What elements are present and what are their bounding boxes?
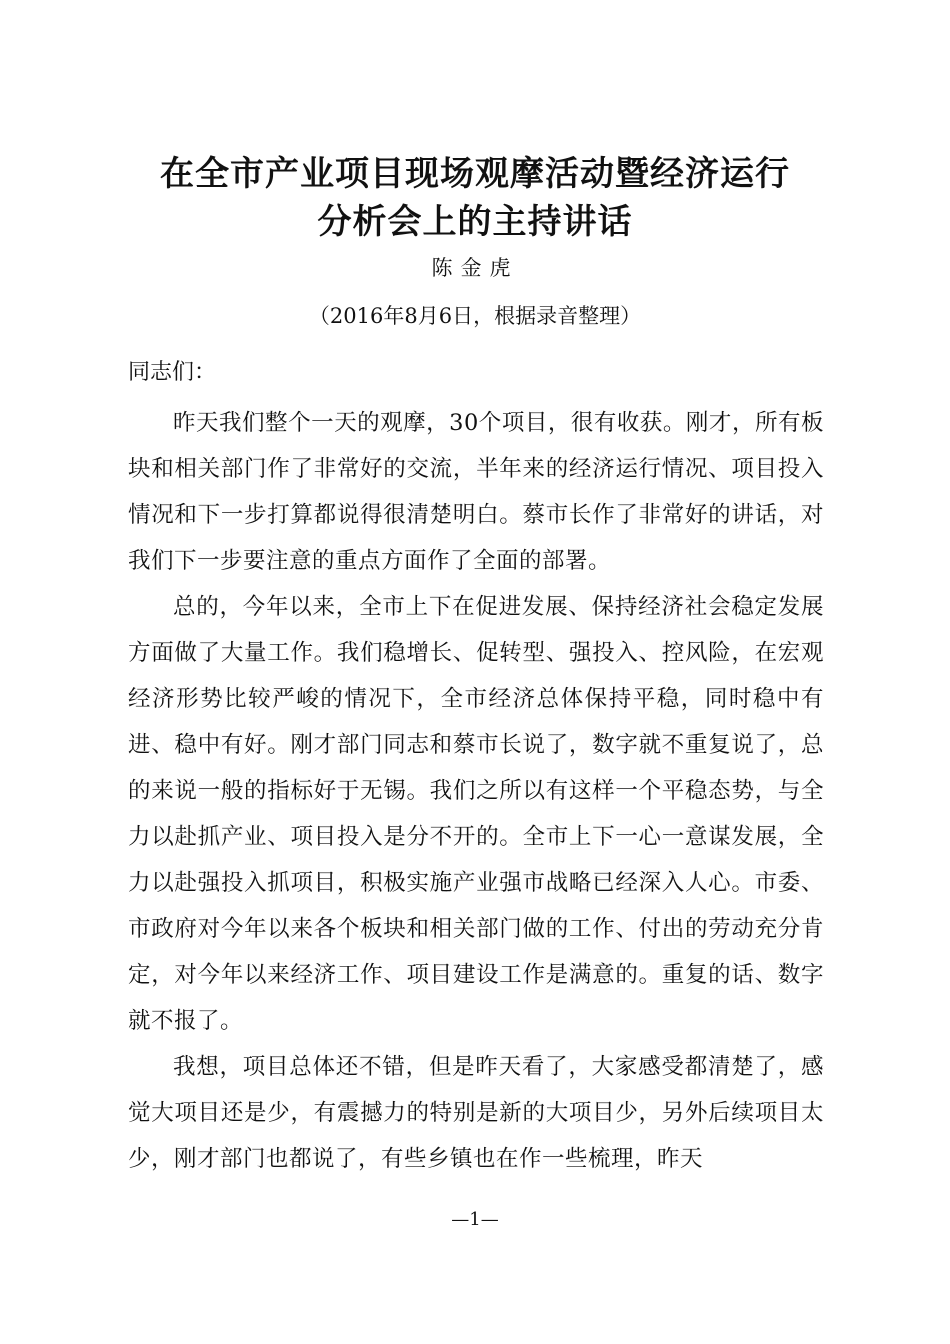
title-line-1: 在全市产业项目现场观摩活动暨经济运行 (160, 154, 790, 194)
page-number: —1— (451, 1209, 499, 1230)
paragraph-2: 总的，今年以来，全市上下在促进发展、保持经济社会稳定发展方面做了大量工作。我们稳增长、促转型、强投入、控风险，在宏观经济形势比较严峻的情况下，全市经济总体保持平稳，同时稳中有进、稳中有好。刚才部门同志和蔡市长说了，数字就不重复说了，总的来说一般的指标好于无锡。我们之所以有这样一个平稳态势，与全力以赴抓产业、项目投入是分不开的。全市上下一心一意谋发展，全力以赴强投入抓项目，积极实施产业强市战略已经深入人心。市委、市政府对今年以来各个板块和相关部门做的工作、付出的劳动充分肯定，对今年以来经济工作、项目建设工作是满意的。重复的话、数字就不报了。 (128, 594, 824, 1034)
paragraph-1: 昨天我们整个一天的观摩，30个项目，很有收获。刚才，所有板块和相关部门作了非常好的交流，半年来的经济运行情况、项目投入情况和下一步打算都说得很清楚明白。蔡市长作了非常好的讲话，对我们下一步要注意的重点方面作了全面的部署。 (128, 410, 824, 574)
salutation: 同志们： (128, 360, 217, 385)
document-title (80, 150, 870, 246)
author-name: 陈金虎 (431, 256, 519, 280)
paragraph-3: 我想，项目总体还不错，但是昨天看了，大家感受都清楚了，感觉大项目还是少，有震撼力的特别是新的大项目少，另外后续项目太少，刚才部门也都说了，有些乡镇也在作一些梳理，昨天 (128, 1054, 824, 1172)
title-line-2: 分析会上的主持讲话 (317, 202, 633, 242)
date-note: （2016年8月6日，根据录音整理） (308, 304, 642, 328)
body-text (128, 400, 824, 1182)
